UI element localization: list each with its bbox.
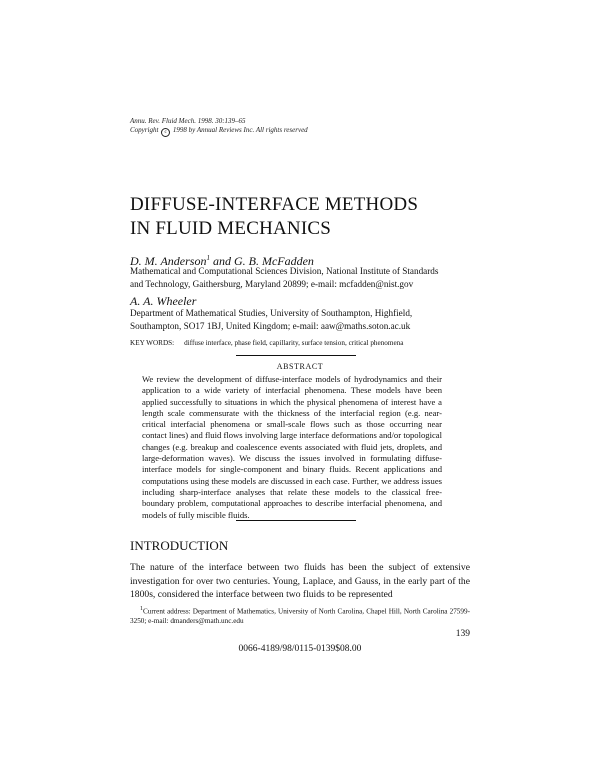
paper-title-line-2: IN FLUID MECHANICS <box>130 218 331 239</box>
footnote-mark: 1 <box>140 606 143 612</box>
introduction-heading: INTRODUCTION <box>130 538 229 553</box>
affiliation-2-line-2: Southampton, SO17 1BJ, United Kingdom; e-mail: aaw@maths.soton.ac.uk <box>130 320 411 331</box>
affiliation-1-line-1: Mathematical and Computational Sciences Division, National Institute of Standards <box>130 266 439 276</box>
keywords-label: KEY WORDS: <box>130 339 175 347</box>
footnote-text: Current address: Department of Mathematics, University of North Carolina, Chapel Hill, North Carolina 27599-3250; e-mail: dmanders@math.unc.edu <box>130 607 470 626</box>
doi-code: 0066-4189/98/0115-0139$08.00 <box>238 644 362 654</box>
page-number: 139 <box>455 629 470 639</box>
abstract-top-rule <box>236 355 356 356</box>
affiliation-1-line-2: and Technology, Gaithersburg, Maryland 20899; e-mail: mcfadden@nist.gov <box>130 278 414 289</box>
affiliation-2-line-1: Department of Mathematical Studies, University of Southampton, Highfield, <box>130 308 413 318</box>
paper-title-line-1: DIFFUSE-INTERFACE METHODS <box>130 194 419 215</box>
copyright-text: 1998 by Annual Reviews Inc. All rights reserved <box>172 126 308 134</box>
footnote <box>130 604 470 626</box>
abstract-text: We review the development of diffuse-interface models of hydrodynamics and their application to a wide variety of interfacial phenomena. These models have been applied successfully to situations in which the physical phenomena of interest have a length scale commensurate with the thickness of the interfacial region (e.g. near-critical interfacial phenomena or small-scale flows such as those occurring near contact lines) and fluid flows involving large interface deformations and/or topological changes (e.g. breakup and coalescence events associated with fluid jets, droplets, and large-deformation waves). We discuss the issues involved in formulating diffuse-interface models for single-component and binary fluids. Recent applications and computations using these models are discussed in each case. Further, we address issues including sharp-interface analyses that relate these models to the classical free-boundary problem, computational approaches to describe interfacial phenomena, and models of fully miscible fluids. <box>142 374 442 520</box>
introduction-paragraph: The nature of the interface between two fluids has been the subject of extensive investigation for over two centuries. Young, Laplace, and Gauss, in the early part of the 1800s, considered the interface between two fluids to be represented <box>130 562 470 600</box>
keywords <box>130 338 403 348</box>
journal-citation <box>130 117 308 137</box>
author-name-mcfadden: and G. B. McFadden <box>209 254 314 268</box>
copyright-line <box>130 126 308 137</box>
affiliation-1 <box>130 265 470 290</box>
keywords-text: diffuse interface, phase field, capillarity, surface tension, critical phenomena <box>184 339 404 347</box>
author-name-anderson: D. M. Anderson <box>130 254 207 268</box>
affiliation-2 <box>130 307 470 332</box>
author-footnote-mark: 1 <box>206 254 210 262</box>
abstract-bottom-rule <box>236 520 356 521</box>
paper-title <box>130 193 418 241</box>
copyright-symbol: c <box>161 128 170 137</box>
copyright-label: Copyright <box>130 126 159 134</box>
journal-citation-line: Annu. Rev. Fluid Mech. 1998. 30:139–65 <box>130 117 246 125</box>
abstract-heading: ABSTRACT <box>276 362 324 371</box>
author-group-2: A. A. Wheeler <box>130 294 197 308</box>
